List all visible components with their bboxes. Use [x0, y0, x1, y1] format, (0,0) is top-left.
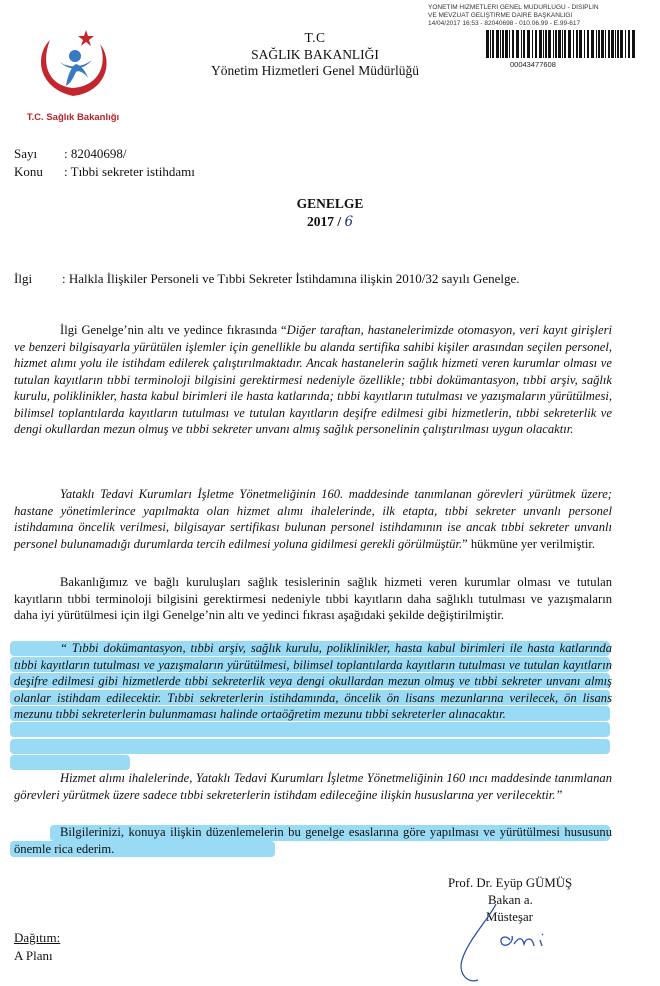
p1-quote: Diğer taraftan, hastanelerimizde otomasyon, veri kayıt girişleri ve benzeri bilgisayarla yürütülen işlemler için genellikle bu alanda sertifika sahibi kişiler arasından seçilen personel, hizmet alımı yolu ile istihdam edilerek çalıştırılmaktadır. Ancak hastanelerin sağlık hizmeti veren kurumlar olması ve tutulan kayıtların tıbbi terminoloji bilgisini gerektirmesi nedeniyle özellikle; tıbbi dokümantasyon, tıbbi arşiv, sağlık kurulu, poliklinikler, hasta kabul birimleri ile hasta katlarında; tıbbi kayıtların tutulması ve yazışmaların yürütülmesi, bilimsel toplantılarda kayıtların tutulması ve tutulan kayıtların deşifre edilmesi gibi hizmetlerin, tıbbi sekreterlik ve dengi okullardan mezun olmuş ve tıbbi sekreter unvanı almış sağlık personelinin çalıştırılması uygun olacaktır. — [14, 323, 612, 436]
paragraph-3 — [14, 574, 612, 624]
signatory-role: Bakan a. — [488, 893, 533, 907]
highlight-mark — [10, 739, 610, 754]
document-title: GENELGE — [296, 196, 364, 211]
paragraph-5 — [14, 770, 612, 803]
sayi-value: : 82040698/ — [64, 146, 127, 161]
highlight-mark — [10, 755, 130, 770]
ilgi-text: : Halkla İlişkiler Personeli ve Tıbbi Sekreter İstihdamına ilişkin 2010/32 sayılı Genelge. — [62, 271, 520, 286]
paragraph-4 — [14, 640, 612, 723]
ilgi-label: İlgi — [14, 271, 33, 286]
header-tc: T.C — [304, 30, 326, 45]
p4-text: “ Tıbbi dokümantasyon, tıbbi arşiv, sağlık kurulu, poliklinikler, hasta kabul birimleri ile hasta katlarında tıbbi kayıtların tutulması ve yazışmaların yürütülmesi, bilimsel toplantılarda kayıtların tutulması ve tutulan kayıtların deşifre edilmesi gibi hizmetlerde tıbbi sekreterlik veya dengi okullardan mezun olmuş ve tıbbi sekreter unvanı almış olanlar istihdam edilecektir. Tıbbi sekreterlerin istihdamında, öncelik ön lisans mezunlarına verilecek, ön lisans mezunu tıbbi sekreterlerin bulunmaması halinde ortaöğretim mezunu tıbbi sekreterler alınacaktır. — [14, 641, 612, 721]
logo-caption: T.C. Sağlık Bakanlığı — [26, 112, 120, 123]
p5-text: Hizmet alımı ihalelerinde, Yataklı Tedavi Kurumları İşletme Yönetmeliğinin 160 ıncı maddesinde tanımlanan görevleri yürütmek üzere sadece tıbbi sekreterlerin istihdam edileceğine ilişkin hususlarına yer verilecektir.” — [14, 771, 612, 802]
sayi-row — [14, 146, 126, 162]
paragraph-1 — [14, 322, 612, 438]
signatory-name: Prof. Dr. Eyüp GÜMÜŞ — [448, 876, 573, 890]
ministry-logo — [28, 22, 118, 102]
handwritten-number: 6 — [344, 214, 354, 230]
p3-text: Bakanlığımız ve bağlı kuruluşları sağlık tesislerinin sağlık hizmeti veren kurumlar olması ve tutulan kayıtların tıbbi terminoloji bilgisini gerektirmesi nedeniyle tıbbi kayıtların daha sağlıklı tutulması ve yazışmaların daha iyi yürütülmesi için ilgi Genelge’nin altı ve yedinci fıkrası aşağıdaki şekilde değiştirilmiştir. — [14, 575, 612, 622]
barcode-icon — [486, 30, 636, 58]
p1-lead: İlgi Genelge’nin altı ve yedince fıkrasında “ — [60, 323, 287, 337]
sayi-label: Sayı — [14, 146, 38, 161]
stamp-line-2: VE MEVZUAT GELİŞTİRME DAİRE BAŞKANLIĞI — [428, 12, 573, 19]
paragraph-6 — [14, 824, 612, 857]
p6-text: Bilgilerinizi, konuya ilişkin düzenlemelerin bu genelge esaslarına göre yapılması ve yürütülmesi hususunu önemle rica ederim. — [14, 825, 612, 856]
handwritten-signature — [448, 900, 578, 986]
distribution-label: Dağıtım: — [14, 930, 61, 945]
konu-row — [14, 164, 195, 180]
header-ministry: SAĞLIK BAKANLIĞI — [251, 47, 379, 62]
highlight-mark — [10, 722, 610, 737]
stamp-line-3: 14/04/2017 16:53 - 82040698 - 010.06.99 - E.99-617 — [428, 20, 581, 27]
header-directorate: Yönetim Hizmetleri Genel Müdürlüğü — [210, 63, 420, 78]
stamp-number: 00043477608 — [510, 60, 556, 69]
paragraph-2 — [14, 486, 612, 552]
distribution-plan: A Planı — [14, 948, 53, 963]
registry-stamp — [422, 2, 658, 69]
document-year: 2017 / — [306, 214, 342, 229]
p2-quote: Yataklı Tedavi Kurumları İşletme Yönetmeliğinin 160. maddesinde tanımlanan görevleri yürütmek üzere; hastane yönetimlerince yapılmakta olan hizmet alımı ihalelerinde, ilk etapta, tıbbi sekreter unvanlı personel istihdamına öncelik verilmesi, bilgisayar sertifikası bulunan personel istihdamının ise ancak tıbbi sekreter unvanlı personel bulunamadığı durumlarda tercih edilmesi yoluna gidilmesi gerekli görülmüştür. — [14, 487, 612, 551]
p2-tail: ” hükmüne yer verilmiştir. — [462, 536, 595, 551]
document-number — [230, 214, 430, 230]
signatory-title: Müsteşar — [486, 910, 533, 924]
konu-label: Konu — [14, 164, 43, 179]
stamp-line-1: YÖNETİM HİZMETLERİ GENEL MÜDÜRLÜĞÜ - DİSİPLİN — [428, 4, 599, 11]
konu-value: : Tıbbi sekreter istihdamı — [64, 164, 195, 179]
